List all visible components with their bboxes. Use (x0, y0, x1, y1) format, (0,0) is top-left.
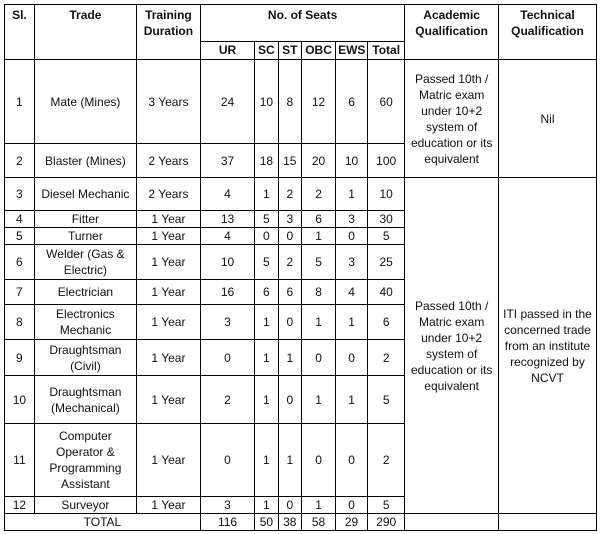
trade-cell: Welder (Gas & Electric) (34, 245, 136, 280)
total-cell: 5 (368, 497, 405, 514)
academic-qualification: Passed 10th / Matric exam under 10+2 system of education or its equivalent (405, 178, 499, 514)
header-seats: No. of Seats (200, 5, 404, 42)
ur-cell: 3 (200, 497, 254, 514)
total-cell: 40 (368, 280, 405, 305)
st-cell: 3 (278, 211, 301, 228)
seats-table (4, 4, 597, 531)
ews-cell: 1 (336, 178, 368, 211)
ur-cell: 3 (200, 305, 254, 340)
ur-cell: 4 (200, 228, 254, 245)
obc-cell: 6 (302, 211, 336, 228)
st-cell: 15 (278, 144, 301, 178)
header-ews: EWS (336, 42, 368, 60)
st-cell: 6 (278, 280, 301, 305)
obc-cell: 12 (302, 60, 336, 144)
obc-cell: 5 (302, 245, 336, 280)
sl-cell: 3 (5, 178, 35, 211)
st-cell: 8 (278, 60, 301, 144)
ur-cell: 13 (200, 211, 254, 228)
duration-cell: 1 Year (137, 211, 201, 228)
duration-cell: 1 Year (137, 245, 201, 280)
ews-cell: 0 (336, 340, 368, 376)
total-cell: 6 (368, 305, 405, 340)
duration-cell: 3 Years (137, 60, 201, 144)
obc-cell: 8 (302, 280, 336, 305)
duration-cell: 1 Year (137, 340, 201, 376)
total-cell: 2 (368, 424, 405, 497)
total-cell: 25 (368, 245, 405, 280)
sl-cell: 4 (5, 211, 35, 228)
table-row (5, 178, 597, 211)
ur-cell: 4 (200, 178, 254, 211)
ur-cell: 37 (200, 144, 254, 178)
st-cell: 0 (278, 376, 301, 424)
sc-cell: 10 (255, 60, 278, 144)
ur-cell: 10 (200, 245, 254, 280)
obc-cell: 1 (302, 376, 336, 424)
duration-cell: 1 Year (137, 497, 201, 514)
st-cell: 0 (278, 228, 301, 245)
ur-cell: 0 (200, 424, 254, 497)
total-sc: 50 (255, 514, 278, 531)
obc-cell: 20 (302, 144, 336, 178)
header-sc: SC (255, 42, 278, 60)
duration-cell: 2 Years (137, 178, 201, 211)
header-trade: Trade (34, 5, 136, 60)
ews-cell: 1 (336, 305, 368, 340)
ews-cell: 4 (336, 280, 368, 305)
trade-cell: Electronics Mechanic (34, 305, 136, 340)
trade-cell: Draughtsman (Mechanical) (34, 376, 136, 424)
total-cell: 5 (368, 376, 405, 424)
technical-qualification: Nil (498, 60, 596, 178)
ews-cell: 3 (336, 245, 368, 280)
header-duration: Training Duration (137, 5, 201, 60)
duration-cell: 1 Year (137, 228, 201, 245)
duration-cell: 1 Year (137, 376, 201, 424)
sl-cell: 5 (5, 228, 35, 245)
sc-cell: 1 (255, 497, 278, 514)
total-st: 38 (278, 514, 301, 531)
total-row (5, 514, 597, 531)
sc-cell: 0 (255, 228, 278, 245)
obc-cell: 1 (302, 305, 336, 340)
st-cell: 0 (278, 497, 301, 514)
trade-cell: Draughtsman (Civil) (34, 340, 136, 376)
duration-cell: 2 Years (137, 144, 201, 178)
ews-cell: 0 (336, 497, 368, 514)
trade-cell: Fitter (34, 211, 136, 228)
st-cell: 2 (278, 245, 301, 280)
ews-cell: 6 (336, 60, 368, 144)
trade-cell: Electrician (34, 280, 136, 305)
ews-cell: 0 (336, 424, 368, 497)
st-cell: 2 (278, 178, 301, 211)
total-cell: 100 (368, 144, 405, 178)
trade-cell: Blaster (Mines) (34, 144, 136, 178)
st-cell: 1 (278, 424, 301, 497)
trade-cell: Turner (34, 228, 136, 245)
ur-cell: 16 (200, 280, 254, 305)
header-sl: Sl. (5, 5, 35, 60)
total-cell: 30 (368, 211, 405, 228)
total-cell: 10 (368, 178, 405, 211)
total-ur: 116 (200, 514, 254, 531)
trade-cell: Diesel Mechanic (34, 178, 136, 211)
st-cell: 1 (278, 340, 301, 376)
sl-cell: 2 (5, 144, 35, 178)
sc-cell: 1 (255, 340, 278, 376)
sc-cell: 1 (255, 376, 278, 424)
obc-cell: 0 (302, 340, 336, 376)
obc-cell: 0 (302, 424, 336, 497)
header-st: ST (278, 42, 301, 60)
sl-cell: 12 (5, 497, 35, 514)
trade-cell: Surveyor (34, 497, 136, 514)
sc-cell: 1 (255, 178, 278, 211)
sc-cell: 18 (255, 144, 278, 178)
total-cell: 60 (368, 60, 405, 144)
sc-cell: 5 (255, 211, 278, 228)
trade-cell: Mate (Mines) (34, 60, 136, 144)
obc-cell: 1 (302, 497, 336, 514)
obc-cell: 2 (302, 178, 336, 211)
sl-cell: 11 (5, 424, 35, 497)
total-ews: 29 (336, 514, 368, 531)
total-label: TOTAL (5, 514, 201, 531)
duration-cell: 1 Year (137, 424, 201, 497)
duration-cell: 1 Year (137, 280, 201, 305)
ews-cell: 0 (336, 228, 368, 245)
sc-cell: 1 (255, 424, 278, 497)
empty-cell (405, 514, 499, 531)
header-ur: UR (200, 42, 254, 60)
sl-cell: 10 (5, 376, 35, 424)
sc-cell: 1 (255, 305, 278, 340)
total-cell: 5 (368, 228, 405, 245)
sl-cell: 1 (5, 60, 35, 144)
total-all: 290 (368, 514, 405, 531)
table-row (5, 60, 597, 144)
obc-cell: 1 (302, 228, 336, 245)
sl-cell: 8 (5, 305, 35, 340)
header-obc: OBC (302, 42, 336, 60)
ews-cell: 1 (336, 376, 368, 424)
st-cell: 0 (278, 305, 301, 340)
sl-cell: 7 (5, 280, 35, 305)
header-technical: Technical Qualification (498, 5, 596, 60)
empty-cell (498, 514, 596, 531)
ur-cell: 2 (200, 376, 254, 424)
academic-qualification: Passed 10th / Matric exam under 10+2 system of education or its equivalent (405, 60, 499, 178)
total-cell: 2 (368, 340, 405, 376)
ews-cell: 10 (336, 144, 368, 178)
sl-cell: 6 (5, 245, 35, 280)
sc-cell: 5 (255, 245, 278, 280)
sl-cell: 9 (5, 340, 35, 376)
trade-cell: Computer Operator & Programming Assistant (34, 424, 136, 497)
ur-cell: 24 (200, 60, 254, 144)
ews-cell: 3 (336, 211, 368, 228)
ur-cell: 0 (200, 340, 254, 376)
technical-qualification: ITI passed in the concerned trade from an institute recognized by NCVT (498, 178, 596, 514)
header-academic: Academic Qualification (405, 5, 499, 60)
header-total: Total (368, 42, 405, 60)
sc-cell: 6 (255, 280, 278, 305)
duration-cell: 1 Year (137, 305, 201, 340)
total-obc: 58 (302, 514, 336, 531)
